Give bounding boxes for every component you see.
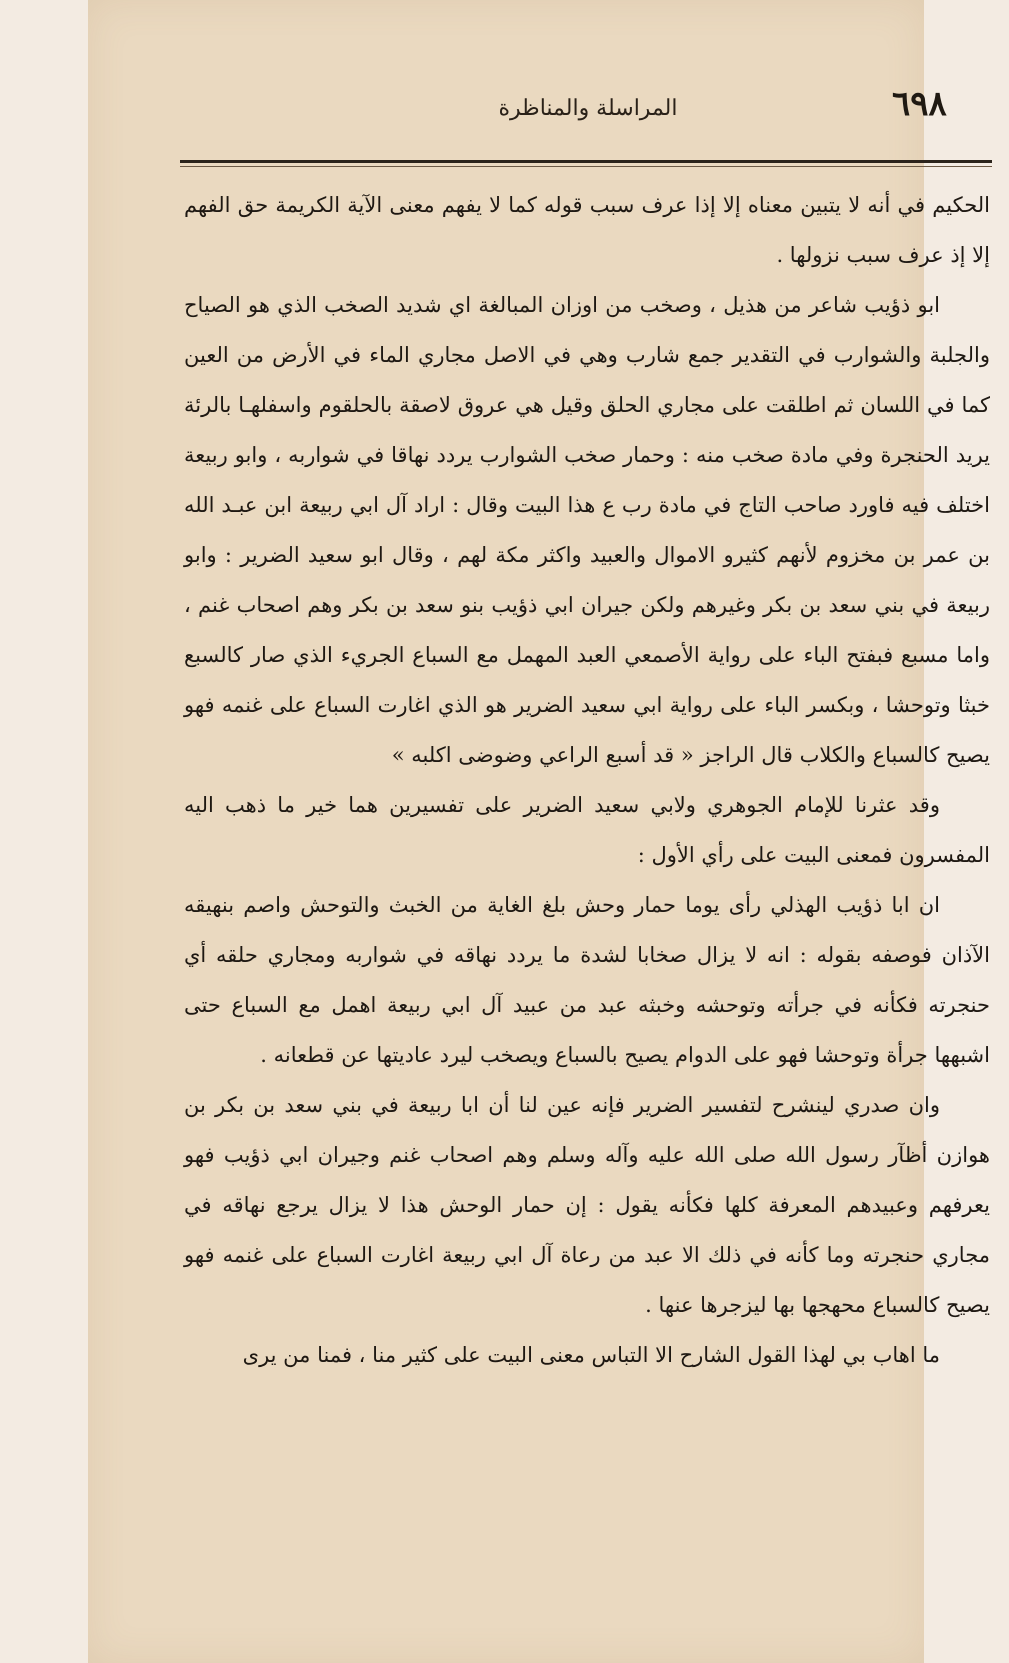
page-number: ٦٩٨ <box>892 84 947 124</box>
header-rule-thin <box>180 166 992 167</box>
running-title: المراسلة والمناظرة <box>498 96 678 121</box>
paragraph-3: وقد عثرنا للإمام الجوهري ولابي سعيد الضرير على تفسيرين هما خير ما ذهب اليه المفسرون فمعنى البيت على رأي الأول : <box>184 793 990 867</box>
paragraph-1: الحكيم في أنه لا يتبين معناه إلا إذا عرف سبب قوله كما لا يفهم معنى الآية الكريمة حق الفهم إلا إذ عرف سبب نزولها . <box>184 193 990 267</box>
header-rule <box>180 160 992 163</box>
paragraph-6: ما اهاب بي لهذا القول الشارح الا التباس معنى البيت على كثير منا ، فمنا من يرى <box>242 1343 940 1367</box>
paragraph-2: ابو ذؤيب شاعر من هذيل ، وصخب من اوزان المبالغة اي شديد الصخب الذي هو الصياح والجلبة والشوارب في التقدير جمع شارب وهي في الاصل مجاري الماء في الأرض من العين كما في اللسان ثم اطلقت على مجاري الحلق وقيل هي عروق لاصقة بالحلقوم واسفلهـا بالرئة يريد الحنجرة وفي مادة صخب منه : وحمار صخب الشوارب يردد نهاقا في شواربه ، وابو ربيعة اختلف فيه فاورد صاحب التاج في مادة رب ع هذا البيت وقال : اراد آل ابي ربيعة ابن عبـد الله بن عمر بن مخزوم لأنهم كثيرو الاموال والعبيد واكثر مكة لهم ، وقال ابو سعيد الضرير : وابو ربيعة في بني سعد بن بكر وغيرهم ولكن جيران ابي ذؤيب بنو سعد بن بكر وهم اصحاب غنم ، واما مسبع فبفتح الباء على رواية الأصمعي العبد المهمل مع السباع الجريء الذي صار كالسبع خبثا وتوحشا ، وبكسر الباء على رواية ابي سعيد الضرير هو الذي اغارت السباع على غنمه فهو يصيح كالسباع والكلاب قال الراجز « قد أسبع الراعي وضوضى اكلبه » <box>184 293 990 767</box>
paragraph-4: ان ابا ذؤيب الهذلي رأى يوما حمار وحش بلغ الغاية من الخبث والتوحش واصم بنهيقه الآذان فوصفه بقوله : انه لا يزال صخابا لشدة ما يردد نهاقه في شواربه ومجاري حلقه أي حنجرته فكأنه في جرأته وتوحشه وخبثه عبد من عبيد آل ابي ربيعة اهمل مع السباع حتى اشبهها جرأة وتوحشا فهو على الدوام يصيح بالسباع ويصخب ليرد عاديتها عن قطعانه . <box>184 893 990 1067</box>
body-text <box>184 180 990 1380</box>
book-page <box>88 0 990 1663</box>
paragraph-5: وان صدري لينشرح لتفسير الضرير فإنه عين لنا أن ابا ربيعة في بني سعد بن بكر بن هوازن أظآر رسول الله صلى الله عليه وآله وسلم وهم اصحاب غنم وجيران ابي ذؤيب فهو يعرفهم وعبيدهم المعرفة كلها فكأنه يقول : إن حمار الوحش هذا لا يزال يرجع نهاقه في مجاري حنجرته وما كأنه في ذلك الا عبد من رعاة آل ابي ربيعة اغارت السباع على غنمه فهو يصيح كالسباع محهجها بها ليزجرها عنها . <box>184 1093 990 1317</box>
